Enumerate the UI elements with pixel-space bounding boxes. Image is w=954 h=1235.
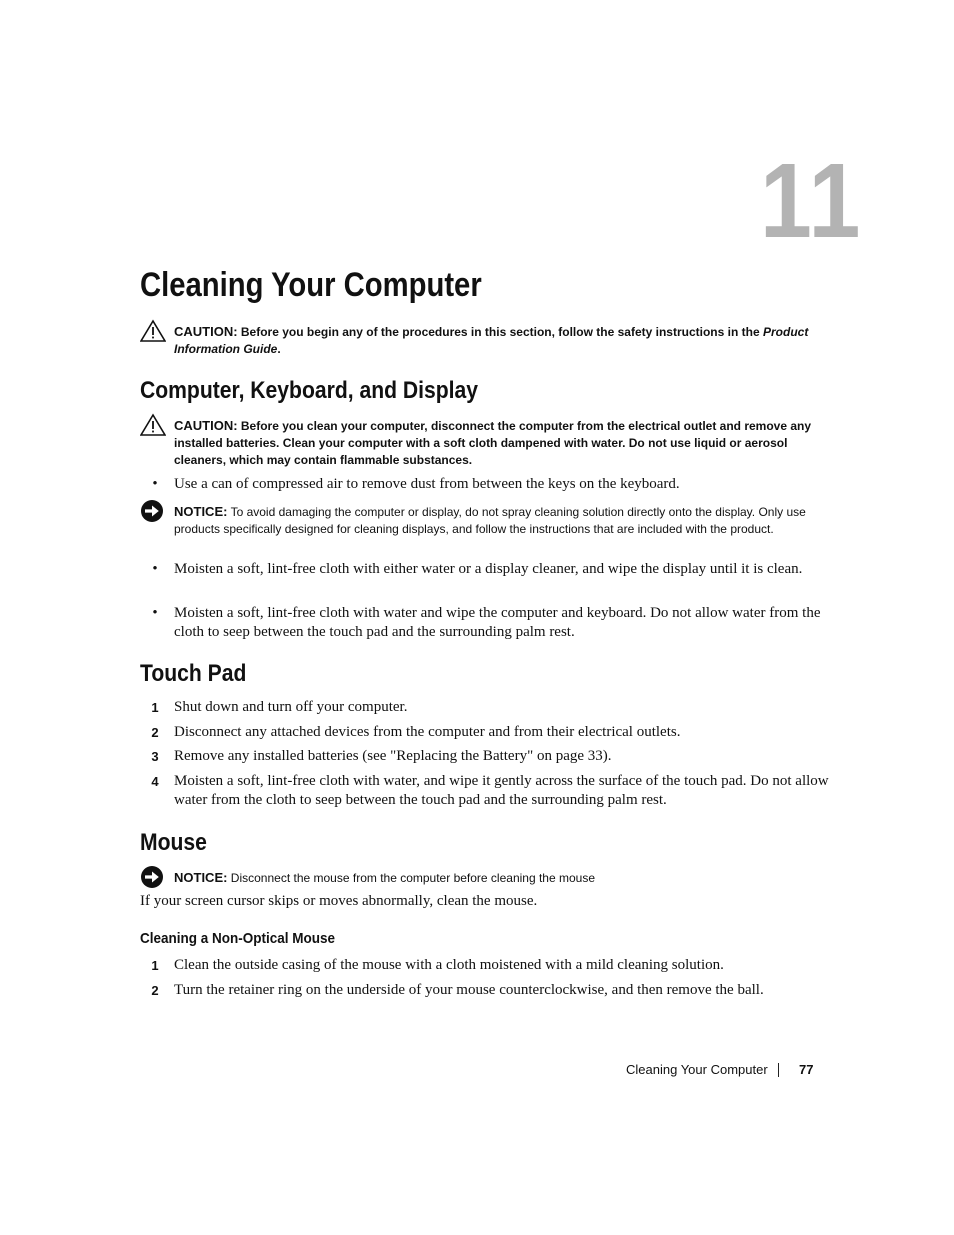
chapter-number: 11 xyxy=(760,142,863,260)
step-number: 1 xyxy=(151,700,159,715)
step-number: 1 xyxy=(151,958,159,973)
subsection-heading: Cleaning a Non-Optical Mouse xyxy=(140,930,336,947)
body-paragraph: If your screen cursor skips or moves abnormally, clean the mouse. xyxy=(140,893,538,909)
section-heading-computer-keyboard-display: Computer, Keyboard, and Display xyxy=(140,377,479,404)
list-item xyxy=(152,560,834,579)
bullet-icon: • xyxy=(152,561,158,577)
page-number: 77 xyxy=(799,1062,814,1077)
page-title: Cleaning Your Computer xyxy=(140,266,482,304)
step-text: Moisten a soft, lint-free cloth with water, and wipe it gently across the surface of the touch pad. Do not allow water from the cloth to seep between the touch pad and the surrounding palm rest. xyxy=(174,773,829,808)
caution-end: . xyxy=(277,342,281,356)
list-item xyxy=(151,747,834,766)
warning-triangle-icon xyxy=(140,319,166,343)
bullet-icon: • xyxy=(152,476,158,492)
caution-note xyxy=(174,323,814,358)
step-number: 2 xyxy=(151,725,159,740)
list-item xyxy=(152,604,834,642)
list-item xyxy=(151,723,834,742)
caution-text: Before you begin any of the procedures in this section, follow the safety instructions in the xyxy=(240,325,760,339)
notice-arrow-icon xyxy=(140,865,166,889)
list-item xyxy=(151,956,834,975)
step-text: Turn the retainer ring on the underside of your mouse counterclockwise, and then remove the ball. xyxy=(174,982,764,998)
caution-text: Before you clean your computer, disconnect the computer from the electrical outlet and remove any installed batteries. Clean your computer with a soft cloth dampened with water. Do not use liquid or aerosol cleaners, which may contain flammable substances. xyxy=(174,419,812,467)
step-number: 4 xyxy=(151,774,159,789)
list-item xyxy=(151,698,834,717)
section-heading-mouse: Mouse xyxy=(140,829,207,856)
list-item-text: Moisten a soft, lint-free cloth with either water or a display cleaner, and wipe the display until it is clean. xyxy=(174,561,803,577)
list-item xyxy=(151,981,834,1000)
footer-title: Cleaning Your Computer xyxy=(626,1062,768,1077)
list-item xyxy=(151,772,834,810)
bullet-icon: • xyxy=(152,605,158,621)
step-number: 3 xyxy=(151,749,159,764)
notice-text: Disconnect the mouse from the computer before cleaning the mouse xyxy=(230,871,595,885)
caution-label: CAUTION: xyxy=(174,324,238,339)
step-text: Shut down and turn off your computer. xyxy=(174,699,408,715)
caution-note xyxy=(174,417,814,469)
list-item-text: Use a can of compressed air to remove dust from between the keys on the keyboard. xyxy=(174,476,680,492)
notice-arrow-icon xyxy=(140,499,166,523)
step-text: Disconnect any attached devices from the computer and from their electrical outlets. xyxy=(174,724,681,740)
list-item xyxy=(152,475,834,494)
step-number: 2 xyxy=(151,983,159,998)
notice-note xyxy=(174,869,814,887)
notice-label: NOTICE: xyxy=(174,504,228,519)
warning-triangle-icon xyxy=(140,413,166,437)
caution-label: CAUTION: xyxy=(174,418,238,433)
list-item-text: Moisten a soft, lint-free cloth with water and wipe the computer and keyboard. Do not allow water from the cloth to seep between the touch pad and the surrounding palm rest. xyxy=(174,605,821,640)
notice-note xyxy=(174,503,814,538)
guide-title: Product Information Guide xyxy=(174,325,809,356)
step-text: Clean the outside casing of the mouse with a cloth moistened with a mild cleaning solution. xyxy=(174,957,724,973)
section-heading-touch-pad: Touch Pad xyxy=(140,660,247,687)
footer-divider xyxy=(778,1063,779,1077)
step-text: Remove any installed batteries (see "Replacing the Battery" on page 33). xyxy=(174,748,612,764)
notice-text: To avoid damaging the computer or display, do not spray cleaning solution directly onto the display. Only use products specifically designed for cleaning displays, and follow the instructions that are included with the product. xyxy=(174,505,806,536)
notice-label: NOTICE: xyxy=(174,870,228,885)
